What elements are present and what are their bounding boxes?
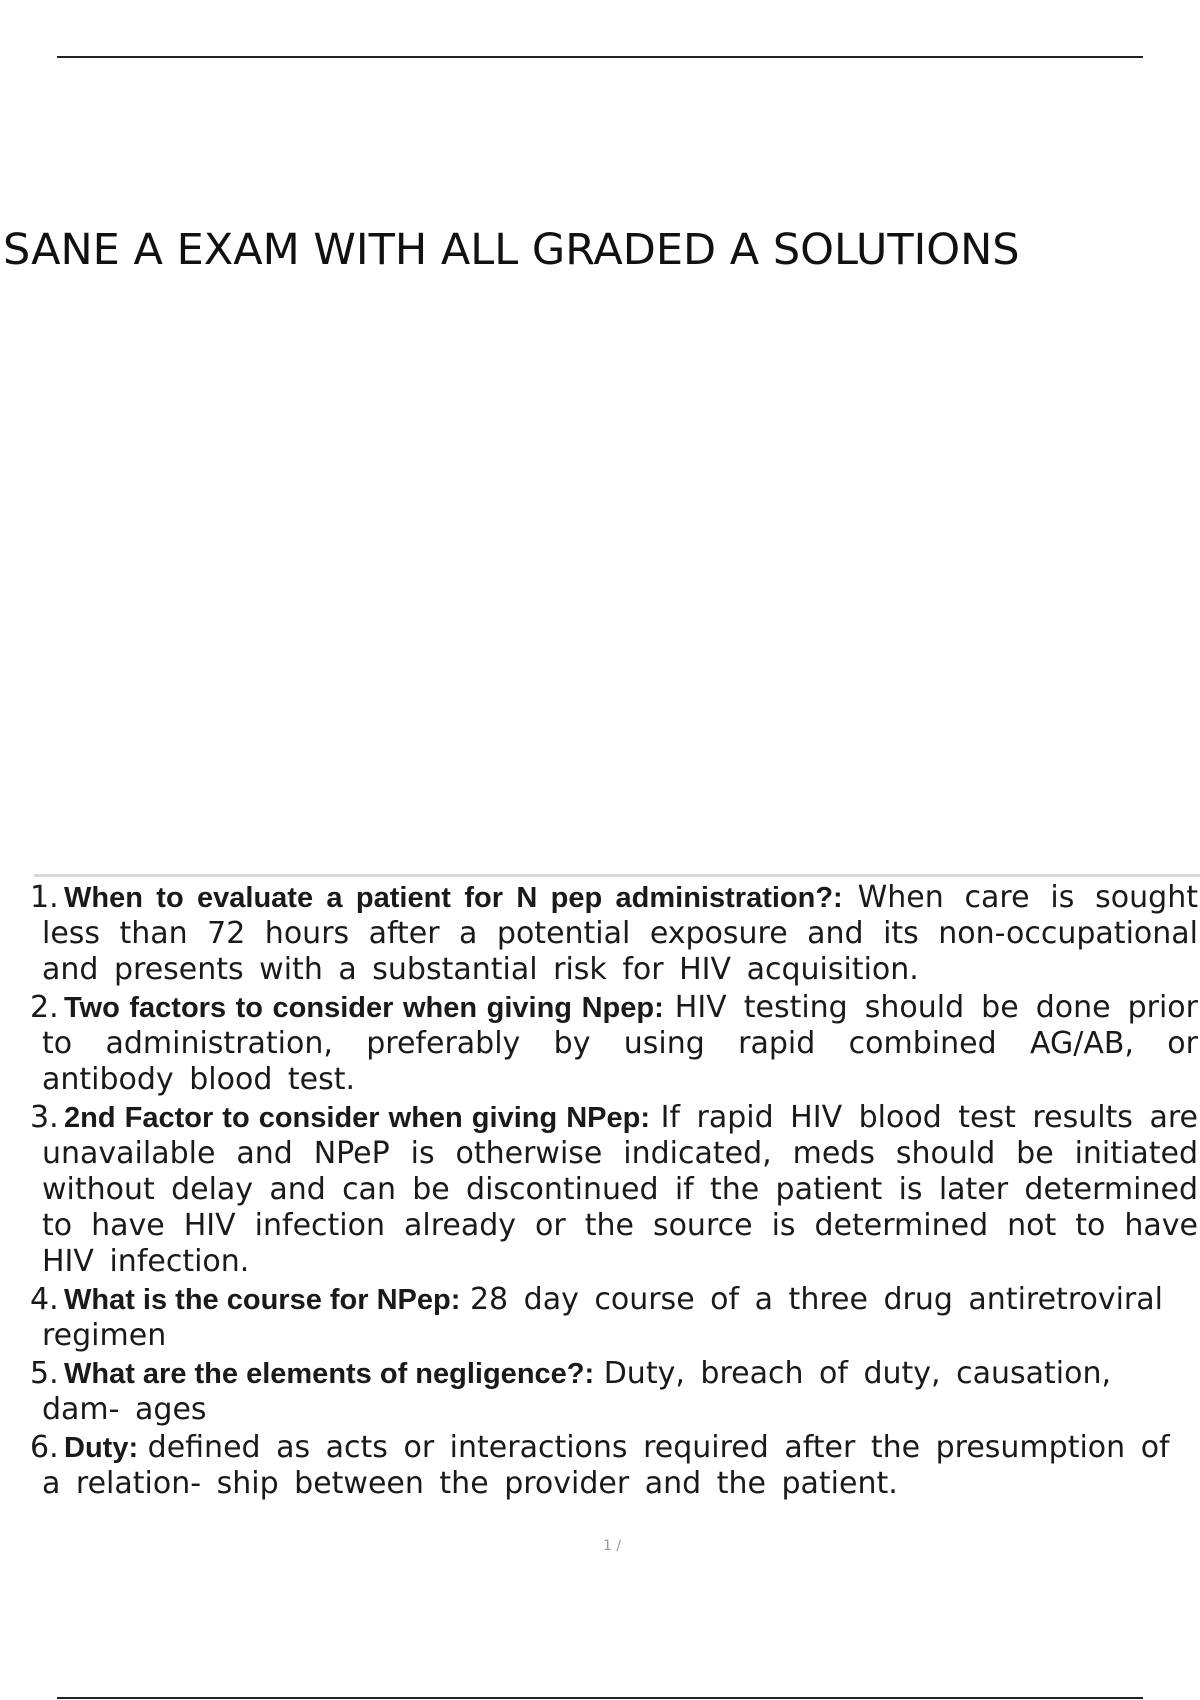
qa-item-2 bbox=[30, 990, 1198, 1098]
qa-answer: Duty, breach of duty, causation, dam- ages bbox=[42, 1356, 1112, 1427]
qa-answer: HIV testing should be done prior to administration, preferably by using rapid combined AG/AB, or antibody blood test. bbox=[42, 990, 1198, 1097]
qa-answer: defined as acts or interactions required after the presumption of a relation- ship between the provider and the patient. bbox=[42, 1430, 1170, 1501]
qa-item-6 bbox=[30, 1430, 1198, 1502]
qa-number: 3. bbox=[30, 1100, 59, 1135]
qa-item-3 bbox=[30, 1100, 1198, 1280]
document-title: SANE A EXAM WITH ALL GRADED A SOLUTIONS bbox=[3, 225, 1020, 275]
qa-question: Duty: bbox=[64, 1432, 139, 1464]
qa-question: What are the elements of negligence?: bbox=[64, 1358, 595, 1390]
qa-answer: 28 day course of a three drug antiretroviral regimen bbox=[42, 1282, 1163, 1353]
qa-number: 2. bbox=[30, 990, 59, 1025]
page-number: 1 / bbox=[603, 1538, 622, 1554]
qa-item-5 bbox=[30, 1356, 1198, 1428]
qa-number: 6. bbox=[30, 1430, 59, 1465]
qa-list bbox=[30, 880, 1198, 1504]
qa-question: When to evaluate a patient for N pep administration?: bbox=[64, 882, 843, 914]
section-divider bbox=[34, 874, 1200, 877]
qa-answer: If rapid HIV blood test results are unavailable and NPeP is otherwise indicated, meds should be initiated without delay and can be discontinued if the patient is later determined to have HIV infection already or the source is determined not to have HIV infection. bbox=[42, 1100, 1198, 1279]
bottom-rule bbox=[57, 1697, 1143, 1699]
qa-item-1 bbox=[30, 880, 1198, 988]
qa-number: 1. bbox=[30, 880, 59, 915]
top-rule bbox=[57, 56, 1143, 58]
qa-answer: When care is sought less than 72 hours after a potential exposure and its non-occupational and presents with a substantial risk for HIV acquisition. bbox=[42, 880, 1198, 987]
qa-number: 4. bbox=[30, 1282, 59, 1317]
qa-question: 2nd Factor to consider when giving NPep: bbox=[64, 1102, 651, 1134]
qa-item-4 bbox=[30, 1282, 1198, 1354]
qa-question: What is the course for NPep: bbox=[64, 1284, 461, 1316]
qa-question: Two factors to consider when giving Npep: bbox=[64, 992, 664, 1024]
qa-number: 5. bbox=[30, 1356, 59, 1391]
